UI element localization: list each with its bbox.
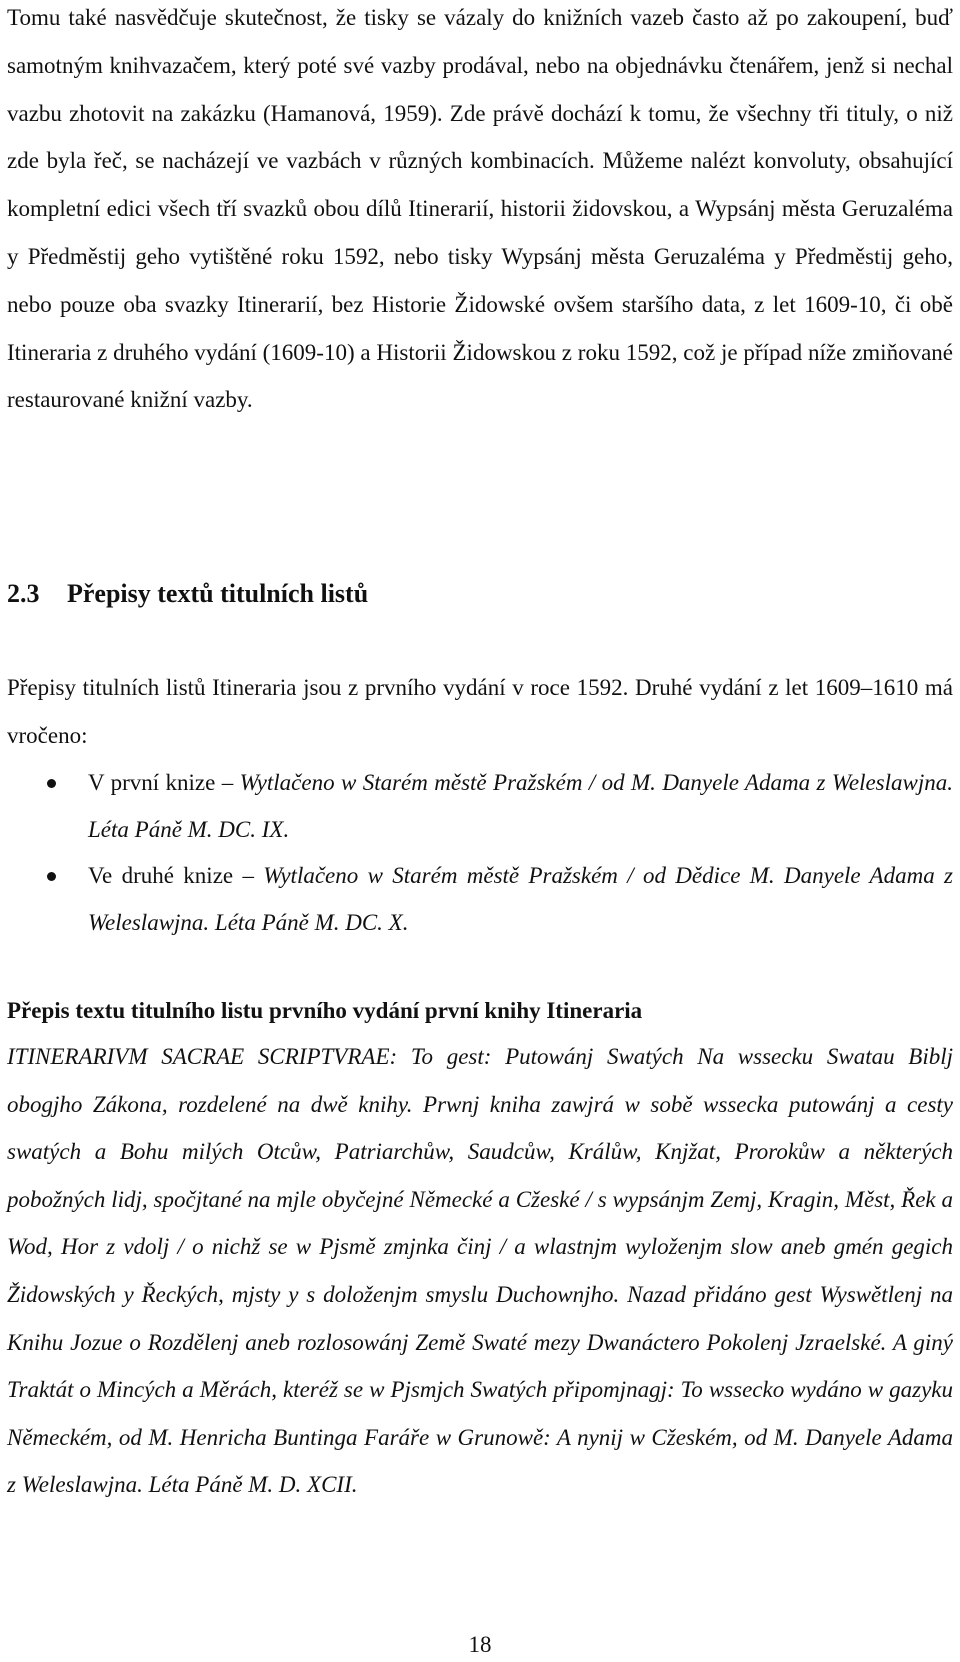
list-item-imprint: Wytlačeno w Starém městě Pražském / od Dědice M. Danyele Adama z Weleslawjna. Léta Páně M. DC. X. xyxy=(88,863,953,935)
transcription-heading: Přepis textu titulního listu prvního vydání první knihy Itineraria xyxy=(7,998,643,1023)
page-number: 18 xyxy=(468,1632,492,1657)
body-paragraph-binding-history: Tomu také nasvědčuje skutečnost, že tisky se vázaly do knižních vazeb často až po zakoupení, buď samotným knihvazačem, který poté své vazby prodával, nebo na objednávku čtenářem, jenž si nechal vazbu zhotovit na zakázku (Hamanová, 1959). Zde právě dochází k tomu, že všechny tři tituly, o niž zde byla řeč, se nacházejí ve vazbách v různých kombinacích. Můžeme nalézt konvoluty, obsahující kompletní edici všech tří svazků obou dílů Itinerarií, historii židovskou, a Wypsánj města Geruzaléma y Předměstij geho vytištěné roku 1592, nebo tisky Wypsánj města Geruzaléma y Předměstij geho, nebo pouze oba svazky Itinerarií, bez Historie Židowské ovšem staršího data, z let 1609-10, či obě Itineraria z druhého vydání (1609-10) a Historii Židowskou z roku 1592, což je případ níže zmiňované restaurované knižní vazby. xyxy=(7,5,953,413)
section-number: 2.3 xyxy=(7,579,40,608)
list-item-lead: V první knize – xyxy=(88,770,240,795)
list-item-lead: Ve druhé knize – xyxy=(88,863,264,888)
imprint-list xyxy=(0,760,960,946)
list-item-imprint: Wytlačeno w Starém městě Pražském / od M. Danyele Adama z Weleslawjna. Léta Páně M. DC. IX. xyxy=(88,770,953,842)
section-title: Přepisy textů titulních listů xyxy=(67,579,369,608)
bullet-icon xyxy=(47,779,56,788)
section-heading xyxy=(7,574,368,614)
list-item xyxy=(0,760,953,853)
bullet-icon xyxy=(47,872,56,881)
list-item xyxy=(0,853,953,946)
body-paragraph-transcriptions-intro: Přepisy titulních listů Itineraria jsou z prvního vydání v roce 1592. Druhé vydání z let 1609–1610 má vročeno: xyxy=(7,675,953,748)
transcription-text: ITINERARIVM SACRAE SCRIPTVRAE: To gest: Putowánj Swatých Na wssecku Swatau Biblj obogjho Zákona, rozdelené na dwě knihy. Prwnj kniha zawjrá w sobě wssecka putowánj a cesty swatých a Bohu milých Otcůw, Patriarchůw, Saudcůw, Králůw, Knjžat, Prorokůw a některých pobožných lidj, spočjtané na mjle obyčejné Německé a Cžeské / s wypsánjm Zemj, Kragin, Měst, Řek a Wod, Hor z vdolj / o nichž se w Pjsmě zmjnka činj / a wlastnjm wyloženjm slow aneb gmén gegich Židowských y Řeckých, mjsty y s doloženjm smyslu Duchownjho. Nazad přidáno gest Wyswětlenj na Knihu Jozue o Rozdělenj aneb rozlosowánj Země Swaté mezy Dwanáctero Pokolenj Jzraelské. A giný Traktát o Mincých a Měrách, kteréž se w Pjsmjch Swatých připomjnagj: To wssecko wydáno w gazyku Německém, od M. Henricha Buntinga Faráře w Grunowě: A nynij w Cžeském, od M. Danyele Adama z Weleslawjna. Léta Páně M. D. XCII. xyxy=(7,1044,953,1498)
